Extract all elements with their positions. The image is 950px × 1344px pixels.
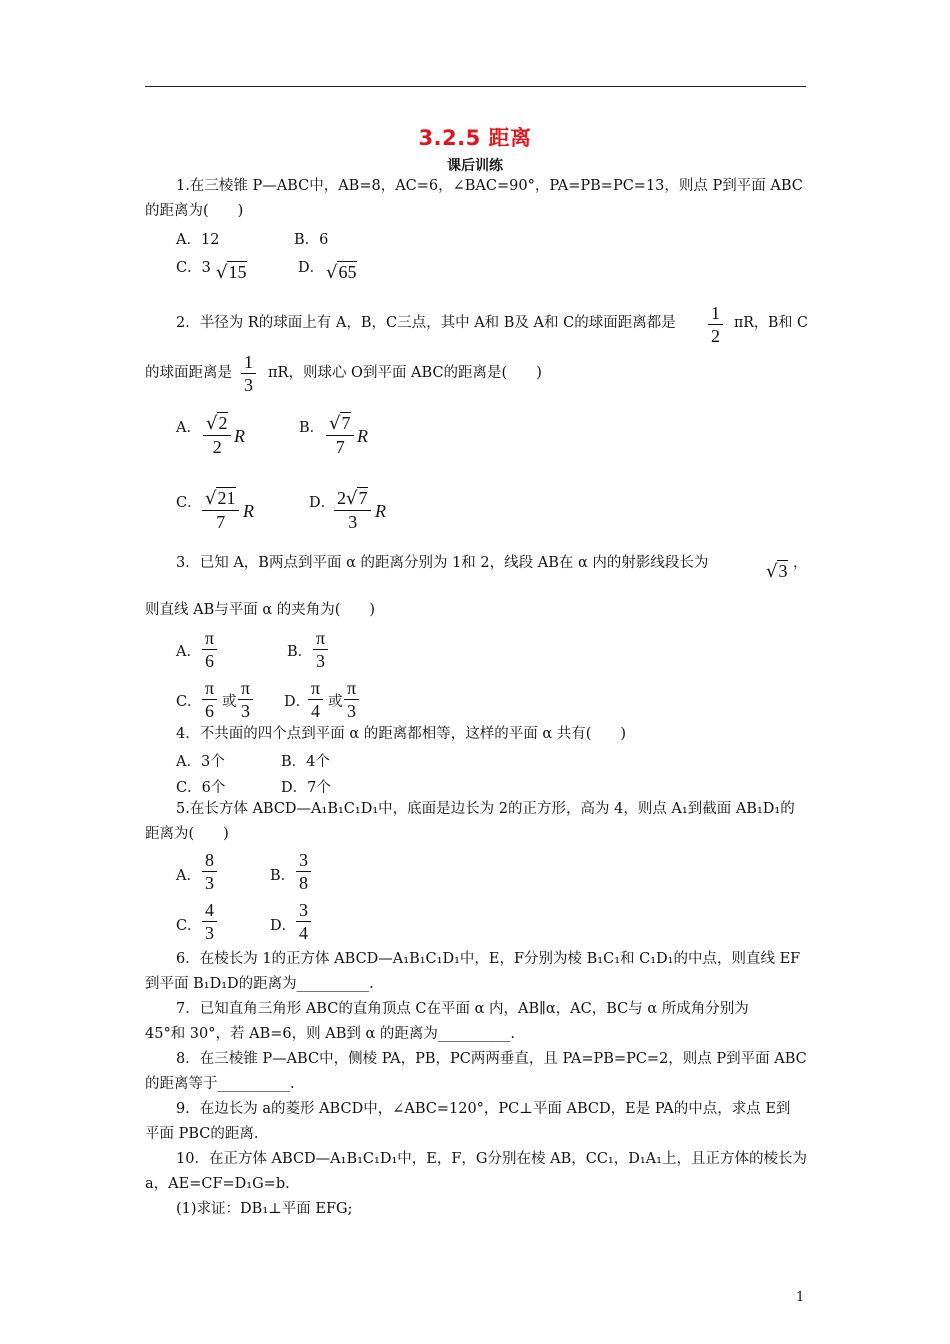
q2-option-c: C． bbox=[176, 495, 202, 511]
q3-option-c: C． bbox=[176, 694, 202, 710]
page-subtitle: 课后训练 bbox=[447, 158, 503, 174]
q2-option-a-R: R bbox=[234, 426, 245, 446]
q3-option-b: B． bbox=[287, 644, 313, 660]
q2-option-d-frac: $\frac{2√7}{3}$ bbox=[334, 487, 371, 533]
q2-line2-tail: πR，则球心 O到平面 ABC的距离是( ) bbox=[268, 365, 542, 381]
q5-line1: 5.在长方体 ABCD—A₁B₁C₁D₁中，底面是边长为 2的正方形，高为 4，则点 A₁到截面 AB₁D₁的 bbox=[176, 801, 795, 817]
q2-line1: 2．半径为 R的球面上有 A，B，C三点，其中 A和 B及 A和 C的球面距离都是 bbox=[176, 315, 676, 331]
q3-option-a: A． bbox=[176, 644, 201, 660]
q5-option-a: A． bbox=[176, 868, 201, 884]
q2-option-d: D． bbox=[309, 495, 336, 511]
q4-option-b: B．4个 bbox=[281, 754, 330, 770]
q2-line2-head: 的球面距离是 bbox=[145, 365, 232, 381]
q5-option-b: B． bbox=[270, 868, 296, 884]
header-rule bbox=[145, 86, 806, 87]
q3-option-d-or: 或 bbox=[328, 694, 343, 710]
q1-option-c: C．3 bbox=[176, 260, 211, 276]
q9-line2: 平面 PBC的距离. bbox=[145, 1126, 259, 1142]
q5-option-c: C． bbox=[176, 918, 202, 934]
q10-line1: 10．在正方体 ABCD—A₁B₁C₁D₁中，E，F，G分别在棱 AB，CC₁，D₁A₁上，且正方体的棱长为 bbox=[176, 1151, 807, 1167]
q2-frac-half: $\frac{1}{2}$ bbox=[708, 302, 723, 347]
q5-option-c-frac: $\frac{4}{3}$ bbox=[202, 899, 217, 944]
q4-option-d: D．7个 bbox=[281, 780, 331, 796]
q2-option-b: B． bbox=[299, 420, 325, 436]
q8-line1: 8．在三棱锥 P—ABC中，侧棱 PA，PB，PC两两垂直，且 PA=PB=PC=2，则点 P到平面 ABC bbox=[176, 1051, 807, 1067]
q1-option-c-radical: √15 bbox=[216, 262, 247, 283]
q5-option-a-frac: $\frac{8}{3}$ bbox=[202, 849, 217, 894]
q6-line2: 到平面 B₁D₁D的距离为__________. bbox=[145, 976, 374, 992]
q3-option-c-frac2: $\frac{\pi}{3}$ bbox=[238, 677, 253, 722]
q4-line1: 4．不共面的四个点到平面 α 的距离都相等，这样的平面 α 共有( ) bbox=[176, 726, 627, 742]
q1-line1: 1.在三棱锥 P—ABC中，AB=8，AC=6，∠BAC=90°，PA=PB=PC=13，则点 P到平面 ABC bbox=[176, 178, 803, 194]
q2-option-b-R: R bbox=[357, 426, 368, 446]
page-title: 3.2.5 距离 bbox=[418, 126, 532, 150]
q6-line1: 6．在棱长为 1的正方体 ABCD—A₁B₁C₁D₁中，E，F分别为棱 B₁C₁和 C₁D₁的中点，则直线 EF bbox=[176, 951, 801, 967]
q7-line2: 45°和 30°，若 AB=6，则 AB到 α 的距离为__________. bbox=[145, 1026, 515, 1042]
q3-line1-end: ， bbox=[793, 555, 808, 571]
q3-option-c-frac1: $\frac{\pi}{6}$ bbox=[202, 677, 217, 722]
q2-frac-third: $\frac{1}{3}$ bbox=[241, 351, 256, 396]
q3-option-a-frac: $\frac{\pi}{6}$ bbox=[202, 627, 217, 672]
q3-option-d-frac1: $\frac{\pi}{4}$ bbox=[308, 677, 323, 722]
q2-option-c-frac: $\frac{√21}{7}$ bbox=[202, 487, 239, 533]
q2-option-a-frac: $\frac{√2}{2}$ bbox=[203, 412, 231, 458]
q3-line1-radical: √3 bbox=[766, 561, 788, 582]
q4-option-c: C．6个 bbox=[176, 780, 226, 796]
page-number: 1 bbox=[796, 1290, 805, 1305]
q3-line2: 则直线 AB与平面 α 的夹角为( ) bbox=[145, 602, 376, 618]
q5-option-b-frac: $\frac{3}{8}$ bbox=[296, 849, 311, 894]
q1-option-a: A．12 bbox=[176, 232, 220, 248]
q2-line1-tail: πR，B和 C bbox=[734, 315, 808, 331]
q3-line1: 3．已知 A，B两点到平面 α 的距离分别为 1和 2，线段 AB在 α 内的射影线段长为 bbox=[176, 555, 709, 571]
q9-line1: 9．在边长为 a的菱形 ABCD中，∠ABC=120°，PC⊥平面 ABCD，E是 PA的中点，求点 E到 bbox=[176, 1101, 791, 1117]
q2-option-d-R: R bbox=[375, 501, 386, 521]
q10-line2: a，AE=CF=D₁G=b. bbox=[145, 1176, 290, 1192]
q1-option-b: B．6 bbox=[294, 232, 329, 248]
q3-option-b-frac: $\frac{\pi}{3}$ bbox=[313, 627, 328, 672]
q4-option-a: A．3个 bbox=[176, 754, 225, 770]
q2-option-a: A． bbox=[176, 420, 201, 436]
q10-line3: (1)求证：DB₁⊥平面 EFG; bbox=[176, 1201, 353, 1217]
q7-line1: 7．已知直角三角形 ABC的直角顶点 C在平面 α 内，AB∥α，AC，BC与 α 所成角分别为 bbox=[176, 1001, 749, 1017]
q1-line2: 的距离为( ) bbox=[145, 203, 244, 219]
q2-option-c-R: R bbox=[243, 501, 254, 521]
q1-option-d-radical: √65 bbox=[326, 262, 357, 283]
q3-option-c-or: 或 bbox=[222, 694, 237, 710]
q3-option-d-frac2: $\frac{\pi}{3}$ bbox=[344, 677, 359, 722]
q8-line2: 的距离等于__________. bbox=[145, 1076, 295, 1092]
q2-option-b-frac: $\frac{√7}{7}$ bbox=[326, 412, 354, 458]
q5-option-d: D． bbox=[270, 918, 297, 934]
q3-option-d: D． bbox=[284, 694, 311, 710]
q5-option-d-frac: $\frac{3}{4}$ bbox=[296, 899, 311, 944]
q5-line2: 距离为( ) bbox=[145, 826, 229, 842]
q1-option-d: D． bbox=[298, 260, 325, 276]
